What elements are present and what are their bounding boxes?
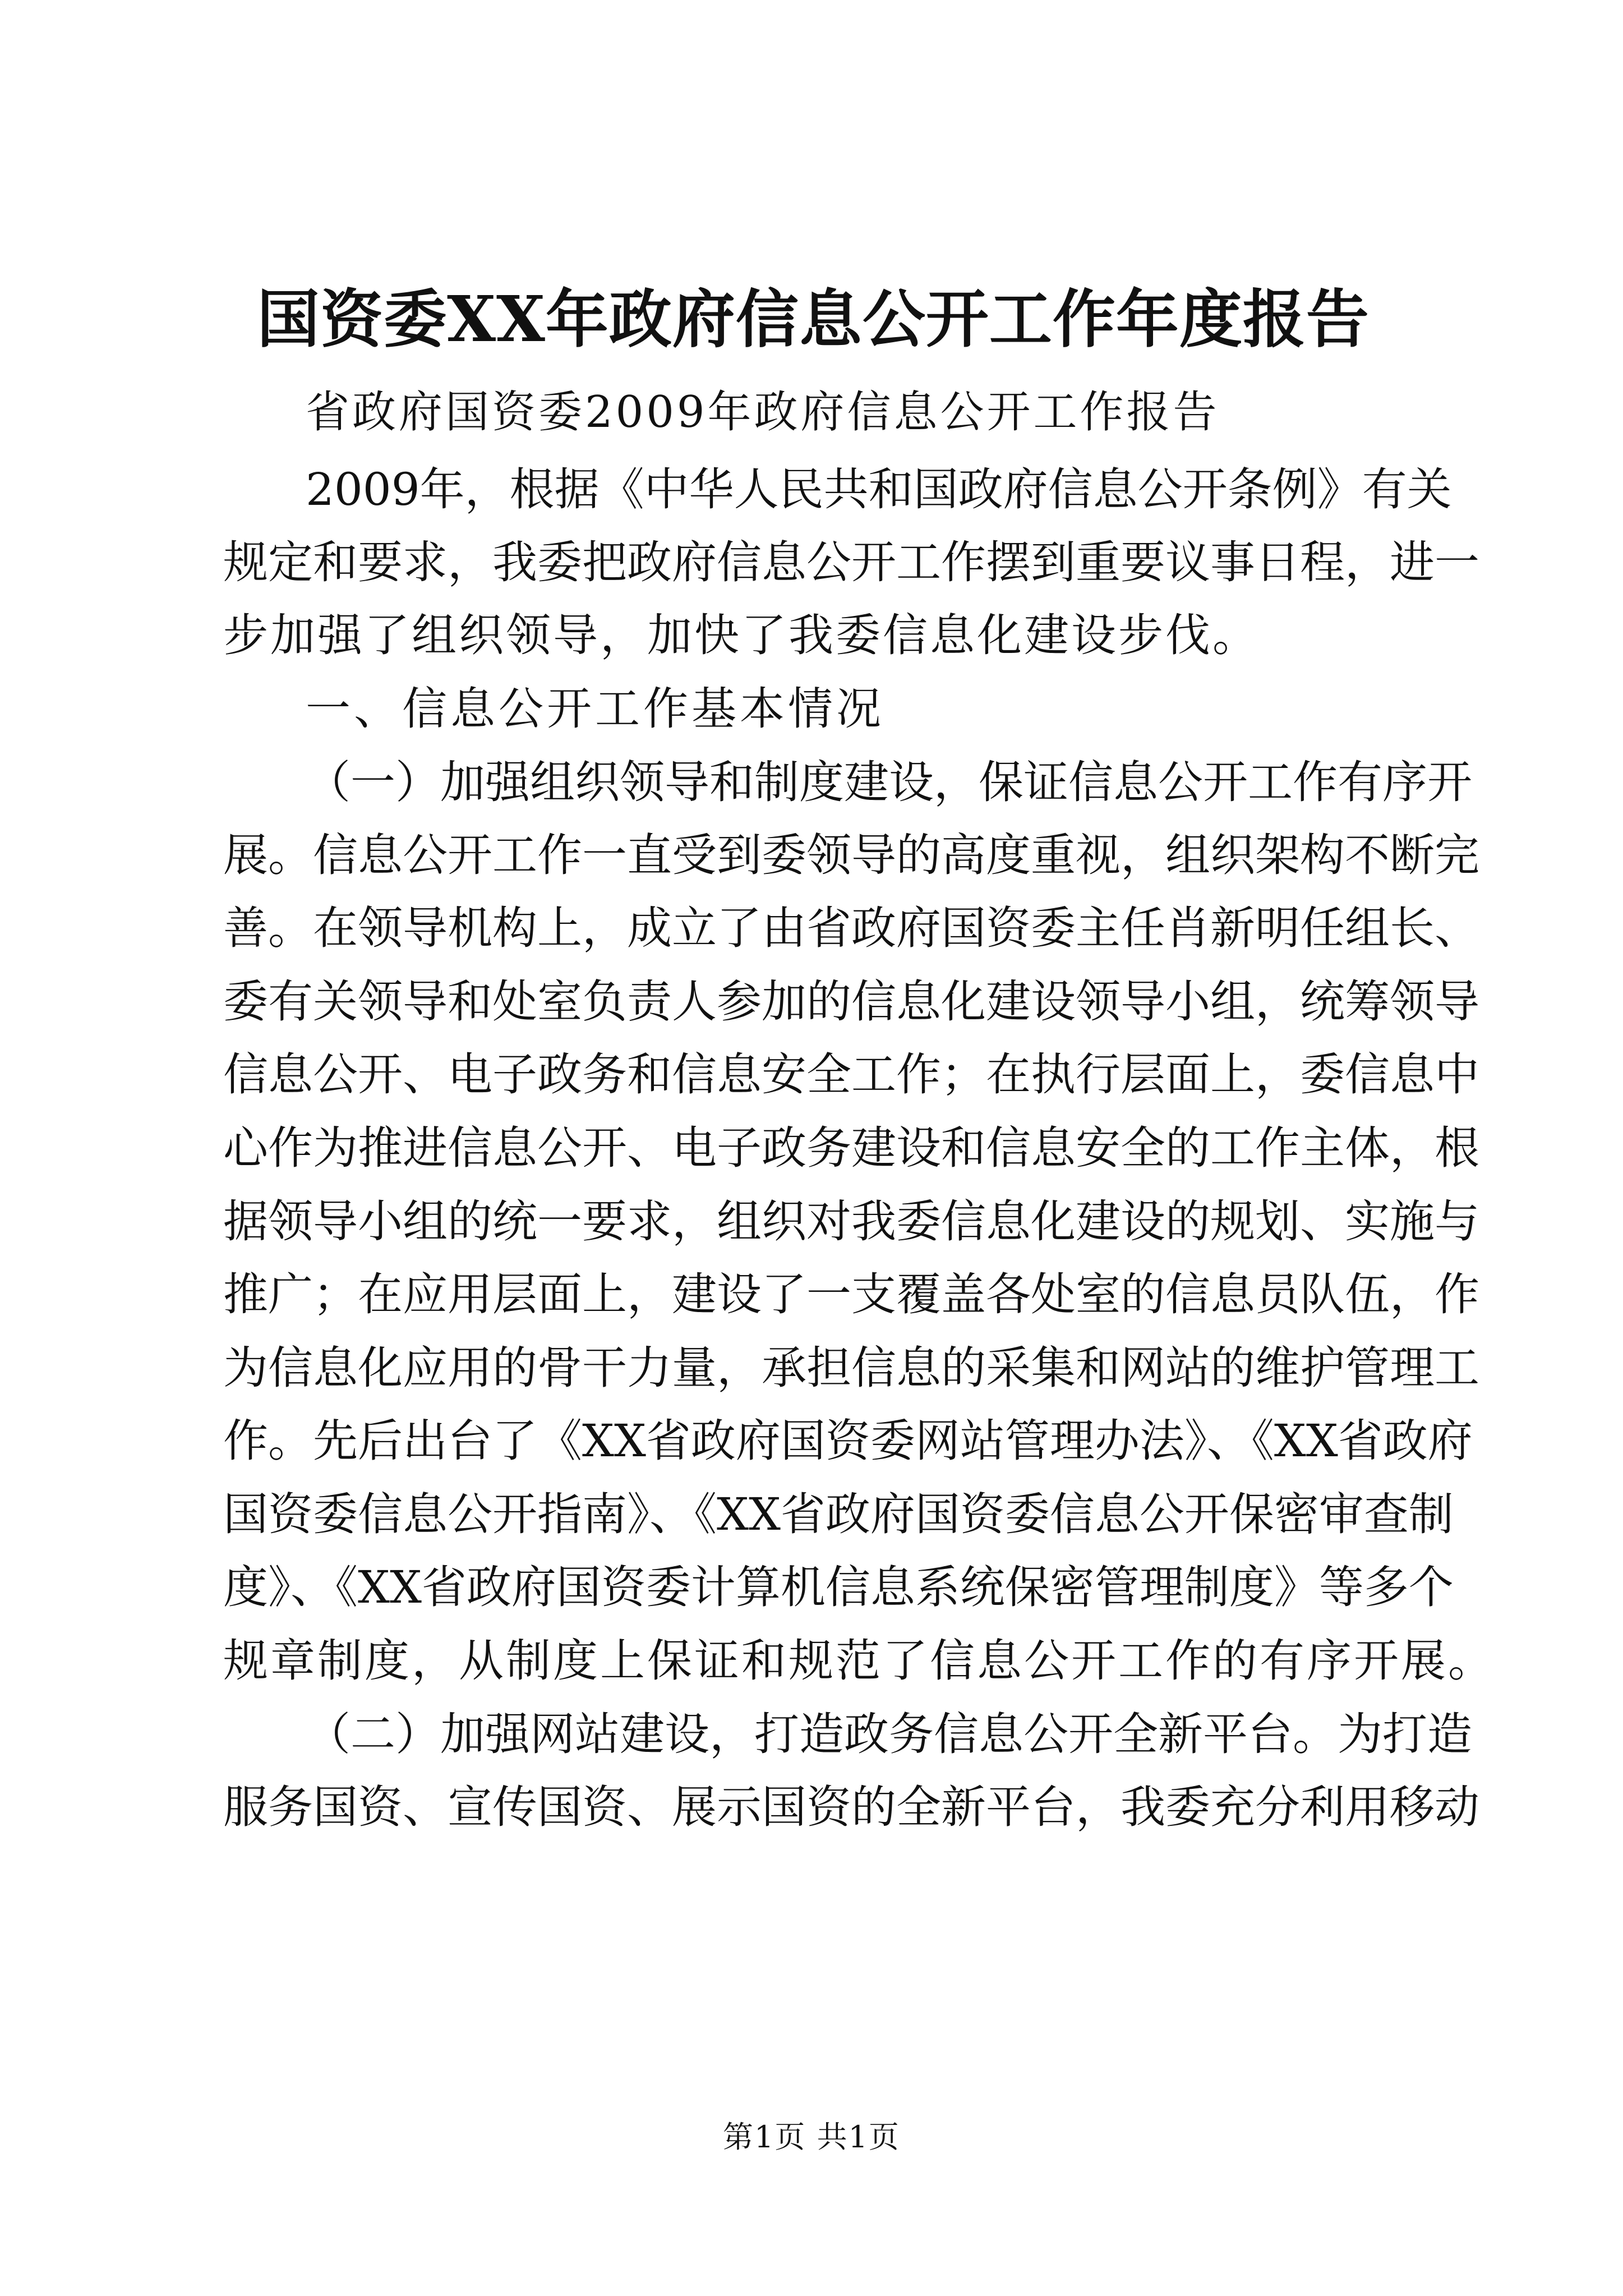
- paragraph-line: 为信息化应用的骨干力量，承担信息的采集和网站的维护管理工: [223, 1342, 1479, 1394]
- paragraph-line: （二）加强网站建设，打造政务信息公开全新平台。为打造: [306, 1708, 1472, 1760]
- page-footer: 第1页 共1页: [723, 2119, 900, 2155]
- section-heading: 一、信息公开工作基本情况: [306, 683, 884, 735]
- paragraph-line: 度》、《XX省政府国资委计算机信息系统保密管理制度》等多个: [223, 1561, 1454, 1613]
- paragraph-line: 步加强了组织领导，加快了我委信息化建设步伐。: [223, 609, 1260, 661]
- paragraph-line: 据领导小组的统一要求，组织对我委信息化建设的规划、实施与: [223, 1195, 1479, 1248]
- paragraph-line: 善。在领导机构上，成立了由省政府国资委主任肖新明任组长、: [223, 902, 1479, 954]
- paragraph-line: 作。先后出台了《XX省政府国资委网站管理办法》、《XX省政府: [223, 1415, 1473, 1467]
- paragraph-line: 服务国资、宣传国资、展示国资的全新平台，我委充分利用移动: [223, 1781, 1479, 1833]
- document-title: 国资委XX年政府信息公开工作年度报告: [257, 283, 1370, 356]
- paragraph-line: （一）加强组织领导和制度建设，保证信息公开工作有序开: [306, 756, 1472, 808]
- paragraph-line: 规章制度，从制度上保证和规范了信息公开工作的有序开展。: [223, 1635, 1495, 1687]
- paragraph-line: 国资委信息公开指南》、《XX省政府国资委信息公开保密审查制: [223, 1488, 1454, 1540]
- paragraph-line: 展。信息公开工作一直受到委领导的高度重视，组织架构不断完: [223, 829, 1479, 881]
- paragraph-line: 规定和要求，我委把政府信息公开工作摆到重要议事日程，进一: [223, 536, 1479, 588]
- paragraph-line: 2009年，根据《中华人民共和国政府信息公开条例》有关: [306, 463, 1452, 516]
- document-subtitle: 省政府国资委2009年政府信息公开工作报告: [306, 387, 1220, 438]
- paragraph-line: 信息公开、电子政务和信息安全工作；在执行层面上，委信息中: [223, 1048, 1479, 1101]
- paragraph-line: 推广；在应用层面上，建设了一支覆盖各处室的信息员队伍，作: [223, 1268, 1479, 1320]
- paragraph-line: 心作为推进信息公开、电子政务建设和信息安全的工作主体，根: [223, 1122, 1479, 1174]
- paragraph-line: 委有关领导和处室负责人参加的信息化建设领导小组，统筹领导: [223, 976, 1479, 1028]
